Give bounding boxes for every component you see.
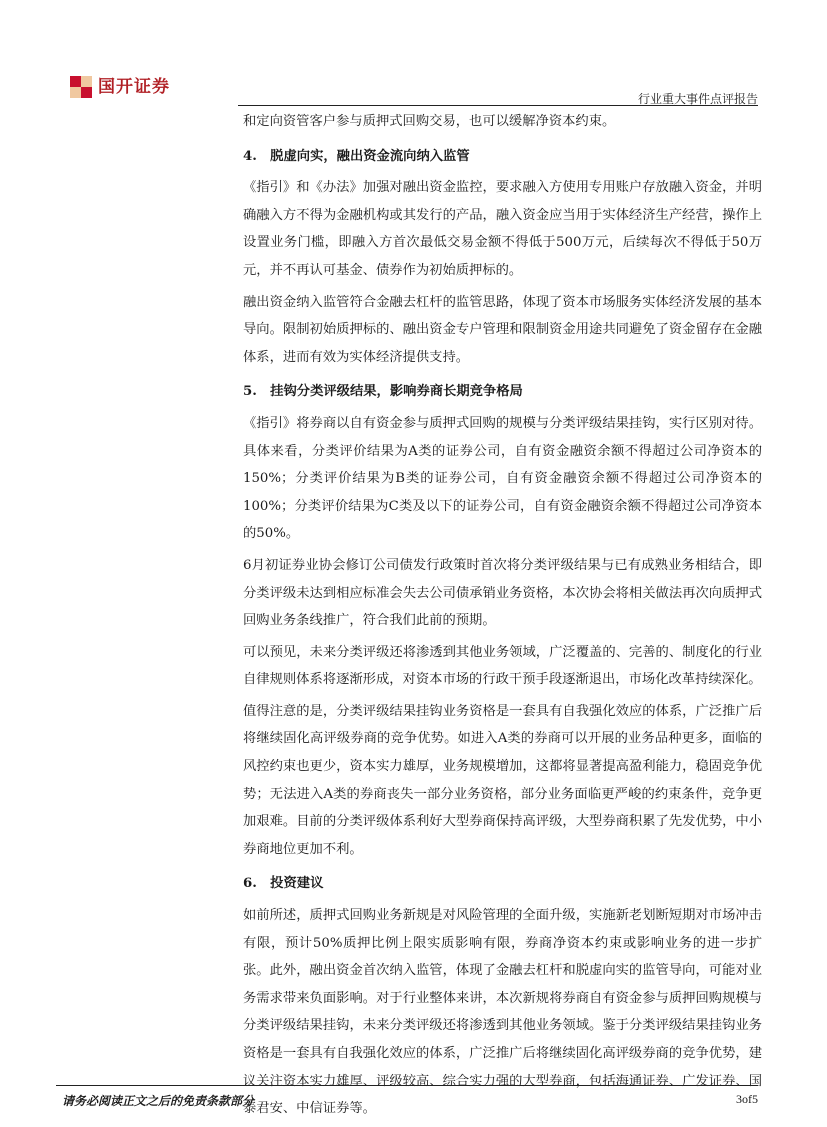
header-divider	[238, 105, 758, 106]
page-header	[0, 0, 827, 110]
disclaimer-note: 请务必阅读正文之后的免责条款部分	[62, 1094, 255, 1108]
section-5-paragraph-4: 值得注意的是，分类评级结果挂钩业务资格是一套具有自我强化效应的体系，广泛推广后将继续固化高评级券商的竞争优势。如进入A类的券商可以开展的业务品种更多，面临的风控约束也更少，资本实力雄厚，业务规模增加，这都将显著提高盈利能力，稳固竞争优势；无法进入A类的券商丧失一部分业务资格，部分业务面临更严峻的约束条件，竞争更加艰难。目前的分类评级体系利好大型券商保持高评级，大型券商积累了先发优势，中小券商地位更加不利。	[243, 703, 762, 857]
section-6-title: 6. 投资建议	[243, 876, 324, 892]
section-5-paragraph-3: 可以预见，未来分类评级还将渗透到其他业务领域，广泛覆盖的、完善的、制度化的行业自律规则体系将逐渐形成，对资本市场的行政干预手段逐渐退出，市场化改革持续深化。	[243, 644, 762, 688]
page-number: 3of5	[736, 1092, 758, 1106]
company-logo	[70, 76, 182, 100]
report-body	[243, 108, 762, 1127]
intro-paragraph: 和定向资管客户参与质押式回购交易，也可以缓解净资本约束。	[243, 114, 616, 129]
section-4-paragraph-1: 《指引》和《办法》加强对融出资金监控，要求融入方使用专用账户存放融入资金，并明确融入方不得为金融机构或其发行的产品，融入资金应当用于实体经济生产经营，操作上设置业务门槛，即融入方首次最低交易金额不得低于500万元，后续每次不得低于50万元，并不再认可基金、债券作为初始质押标的。	[243, 180, 762, 278]
section-5-paragraph-2: 6月初证券业协会修订公司债发行政策时首次将分类评级结果与已有成熟业务相结合，即分类评级未达到相应标准会失去公司债承销业务资格，本次协会将相关做法再次向质押式回购业务条线推广，符合我们此前的预期。	[243, 557, 762, 629]
logo-text: 国开证券	[98, 77, 170, 97]
section-5-paragraph-1: 《指引》将券商以自有资金参与质押式回购的规模与分类评级结果挂钩，实行区别对待。具体来看，分类评价结果为A类的证券公司，自有资金融资余额不得超过公司净资本的150%；分类评价结果为B类的证券公司，自有资金融资余额不得超过公司净资本的100%；分类评价结果为C类及以下的证券公司，自有资金融资余额不得超过公司净资本的50%。	[243, 415, 762, 542]
section-6-paragraph-1: 如前所述，质押式回购业务新规是对风险管理的全面升级，实施新老划断短期对市场冲击有限，预计50%质押比例上限实质影响有限，券商净资本约束或影响业务的进一步扩张。此外，融出资金首次纳入监管，体现了金融去杠杆和脱虚向实的监管导向，可能对业务需求带来负面影响。对于行业整体来讲，本次新规将券商自有资金参与质押回购规模与分类评级结果挂钩，未来分类评级还将渗透到其他业务领域。鉴于分类评级结果挂钩业务资格是一套具有自我强化效应的体系，广泛推广后将继续固化高评级券商的竞争优势，建议关注资本实力雄厚、评级较高、综合实力强的大型券商，包括海通证券、广发证券、国泰君安、中信证券等。	[243, 908, 762, 1117]
footer-divider	[56, 1085, 758, 1086]
section-5-title: 5. 挂钩分类评级结果，影响券商长期竞争格局	[243, 384, 523, 400]
report-type-title: 行业重大事件点评报告	[637, 92, 758, 106]
logo-mark-icon	[70, 76, 92, 98]
section-4-title: 4. 脱虚向实，融出资金流向纳入监管	[243, 148, 470, 164]
section-4-paragraph-2: 融出资金纳入监管符合金融去杠杆的监管思路，体现了资本市场服务实体经济发展的基本导向。限制初始质押标的、融出资金专户管理和限制资金用途共同避免了资金留存在金融体系，进而有效为实体经济提供支持。	[243, 294, 762, 365]
